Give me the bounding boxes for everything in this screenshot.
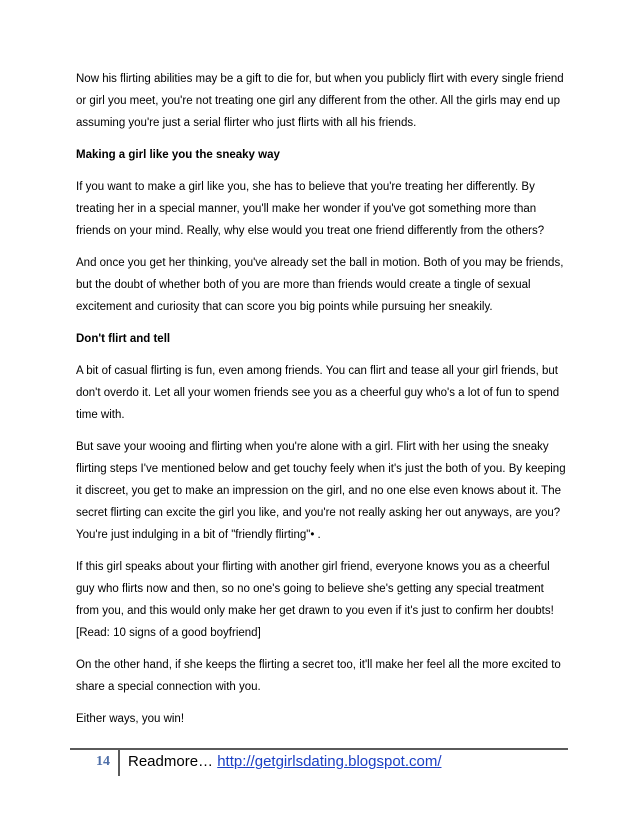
paragraph: Now his flirting abilities may be a gift to die for, but when you publicly flirt with every single friend or girl you meet, you're not treating one girl any different from the other. All the girls may end up assuming you're just a serial flirter who just flirts with all his friends.	[76, 73, 564, 129]
footer-readmore	[128, 753, 442, 770]
page-footer	[70, 748, 568, 784]
paragraph: If you want to make a girl like you, she has to believe that you're treating her differently. By treating her in a special manner, you'll make her wonder if you've got something more than friends on your mind. Really, why else would you treat one friend differently from the others?	[76, 181, 545, 237]
paragraph: A bit of casual flirting is fun, even among friends. You can flirt and tease all your girl friends, but don't overdo it. Let all your women friends see you as a cheerful guy who's a lot of fun to spend time with.	[76, 365, 560, 421]
paragraph: Either ways, you win!	[76, 713, 185, 725]
document-body	[76, 68, 566, 740]
paragraph: And once you get her thinking, you've already set the ball in motion. Both of you may be friends, but the doubt of whether both of you are more than friends would create a tingle of sexual excitement and curiosity that can score you big points while pursuing her sneakily.	[76, 257, 564, 313]
paragraph: On the other hand, if she keeps the flirting a secret too, it'll make her feel all the more excited to share a special connection with you.	[76, 659, 561, 693]
paragraph: But save your wooing and flirting when you're alone with a girl. Flirt with her using the sneaky flirting steps I've mentioned below and get touchy feely when it's just the both of you. By keeping it discreet, you get to make an impression on the girl, and no one else even knows about it. The secret flirting can excite the girl you like, and you're not really asking her out anyways, are you? You're just indulging in a bit of "friendly flirting"• .	[76, 441, 566, 541]
footer-divider	[118, 750, 120, 776]
readmore-label: Readmore…	[128, 753, 218, 770]
section-heading: Making a girl like you the sneaky way	[76, 149, 280, 161]
section-heading: Don't flirt and tell	[76, 333, 171, 345]
paragraph: If this girl speaks about your flirting with another girl friend, everyone knows you as a cheerful guy who flirts now and then, so no one's going to believe she's getting any special treatment from you, and this would only make her get drawn to you even if it's just to confirm her doubts! [Read: 10 signs of a good boyfriend]	[76, 561, 554, 639]
page-number: 14	[96, 754, 110, 769]
blog-link[interactable]: http://getgirlsdating.blogspot.com/	[217, 753, 442, 770]
